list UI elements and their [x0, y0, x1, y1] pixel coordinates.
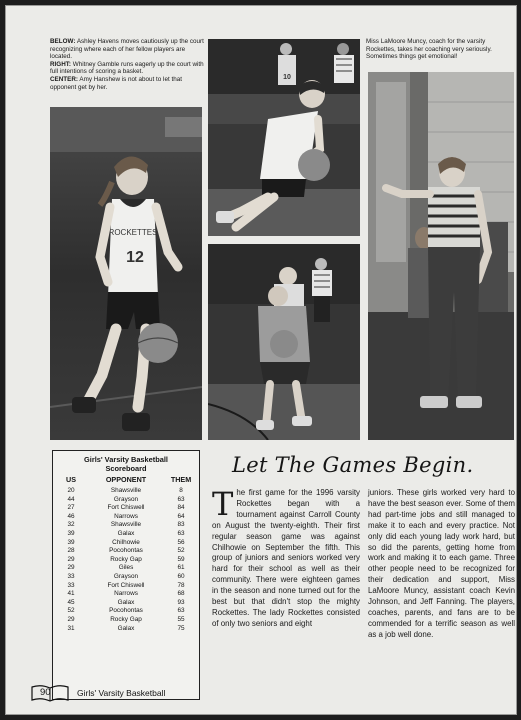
header-them: THEM: [170, 475, 192, 484]
score-us: 33: [67, 581, 75, 589]
story-text-left: he first game for the 1996 varsity Rockettes began with a tournament against Carroll County on August the twenty-eighth. Their first regular season game was against Chilhowie on September the fifth. This group of juniors and seniors worked very hard for their school as well as their community. There were eighteen games in the season and none turned out for the best but that didn't stop the mighty Rockettes. The lady Rockettes consisted of only two seniors and eight: [212, 488, 360, 628]
story-dropcap: T: [212, 485, 234, 523]
photo-ashley-dribbling: [50, 107, 202, 440]
score-them: 93: [177, 598, 185, 606]
table-row: [53, 607, 199, 616]
opponent-name: Grayson: [113, 572, 139, 580]
score-us: 29: [67, 615, 75, 623]
score-them: 63: [177, 495, 185, 503]
table-row: [53, 625, 199, 634]
score-us: 31: [67, 624, 75, 632]
table-row: [53, 582, 199, 591]
score-us: 29: [67, 555, 75, 563]
score-them: 75: [177, 624, 185, 632]
photo-amy-defending: [208, 244, 360, 440]
opponent-name: Fort Chiswell: [107, 504, 145, 512]
table-row: [53, 487, 199, 496]
opponent-name: Giles: [118, 564, 134, 572]
photo-caption-coach: Miss LaMoore Muncy, coach for the varsity Rockettes, takes her coaching very seriously. Sometimes things get emotional!: [366, 38, 492, 61]
page-number: 90: [40, 687, 51, 698]
jersey-text: ROCKETTES: [108, 228, 158, 237]
score-them: 78: [177, 581, 185, 589]
story-column-right: juniors. These girls worked very hard to have the best season ever. Some of them had part-time jobs and still managed to make it to each and every practice. Not only did each young lady work hard, but so did the parents, getting home from work and making it to each game. Three other people need to be recognized for their dedication and support, Miss LaMoore Muncy, assistant coach Kevin Johnson, and Jeff Fanning. The players, coaches, parents, and fans are to be commended for a terrific season as well as a job well done.: [368, 488, 515, 639]
table-row: [53, 556, 199, 565]
opponent-name: Galax: [117, 598, 135, 606]
photo-captions-left: [50, 38, 205, 91]
caption-label: BELOW:: [50, 38, 76, 45]
table-row: [53, 530, 199, 539]
score-us: 33: [67, 572, 75, 580]
jersey-number: 10: [283, 74, 291, 81]
score-us: 52: [67, 607, 75, 615]
header-opponent: OPPONENT: [105, 475, 147, 484]
jersey-number: 12: [126, 249, 144, 266]
opponent-name: Galax: [117, 529, 135, 537]
table-row: [53, 496, 199, 505]
scoreboard-title-line2: Scoreboard: [105, 464, 147, 473]
opponent-name: Galax: [117, 624, 135, 632]
score-them: 55: [177, 615, 185, 623]
score-them: 63: [177, 607, 185, 615]
table-row: [53, 504, 199, 513]
caption-label: CENTER:: [50, 75, 78, 83]
table-row: [53, 564, 199, 573]
story-headline: Let The Games Begin.: [232, 453, 474, 477]
table-row: [53, 521, 199, 530]
table-row: [53, 513, 199, 522]
yearbook-page: [5, 5, 517, 715]
footer-section-label: Girls' Varsity Basketball: [77, 688, 166, 698]
score-them: 64: [177, 512, 185, 520]
score-them: 56: [177, 538, 185, 546]
scoreboard-rows: [53, 487, 199, 633]
score-them: 60: [177, 572, 185, 580]
opponent-name: Shawsville: [110, 521, 142, 529]
opponent-name: Chilhowie: [112, 538, 140, 546]
score-us: 29: [67, 564, 75, 572]
table-row: [53, 547, 199, 556]
score-us: 41: [67, 590, 75, 598]
caption-text: Amy Hanshew is not about to let that opponent get by her.: [50, 75, 182, 91]
score-them: 68: [177, 590, 185, 598]
photo-whitney-running: [208, 39, 360, 236]
score-them: 84: [177, 504, 185, 512]
table-row: [53, 539, 199, 548]
opponent-name: Rocky Gap: [110, 555, 142, 563]
score-us: 28: [67, 547, 75, 555]
table-row: [53, 590, 199, 599]
score-them: 61: [177, 564, 185, 572]
opponent-name: Fort Chiswell: [107, 581, 145, 589]
score-us: 39: [67, 529, 75, 537]
score-us: 20: [67, 487, 75, 494]
score-them: 63: [177, 529, 185, 537]
score-us: 27: [67, 504, 75, 512]
table-row: [53, 616, 199, 625]
caption-text: Ashley Havens moves cautiously up the court recognizing where each of her fellow players are located.: [50, 38, 204, 61]
scoreboard-title: [53, 455, 199, 473]
score-them: 59: [177, 555, 185, 563]
score-us: 45: [67, 598, 75, 606]
score-us: 46: [67, 512, 75, 520]
score-us: 32: [67, 521, 75, 529]
opponent-name: Pocohontas: [109, 607, 143, 615]
opponent-name: Narrows: [114, 512, 138, 520]
opponent-name: Grayson: [113, 495, 139, 503]
opponent-name: Shawsville: [110, 487, 142, 494]
scoreboard-header-row: [53, 475, 199, 484]
opponent-name: Pocohontas: [109, 547, 143, 555]
opponent-name: Narrows: [114, 590, 138, 598]
caption-text: Whitney Gamble runs eagerly up the court with full intentions of scoring a basket.: [50, 60, 204, 76]
scoreboard-table: [52, 450, 200, 700]
scoreboard-title-line1: Girls' Varsity Basketball: [84, 455, 168, 464]
score-them: 8: [179, 487, 183, 494]
score-us: 39: [67, 538, 75, 546]
score-us: 44: [67, 495, 75, 503]
header-us: US: [66, 475, 76, 484]
score-them: 52: [177, 547, 185, 555]
caption-label: RIGHT:: [50, 60, 71, 68]
table-row: [53, 573, 199, 582]
table-row: [53, 599, 199, 608]
photo-coach-muncy: [368, 72, 514, 440]
score-them: 83: [177, 521, 185, 529]
story-column-left: [212, 485, 360, 630]
opponent-name: Rocky Gap: [110, 615, 142, 623]
